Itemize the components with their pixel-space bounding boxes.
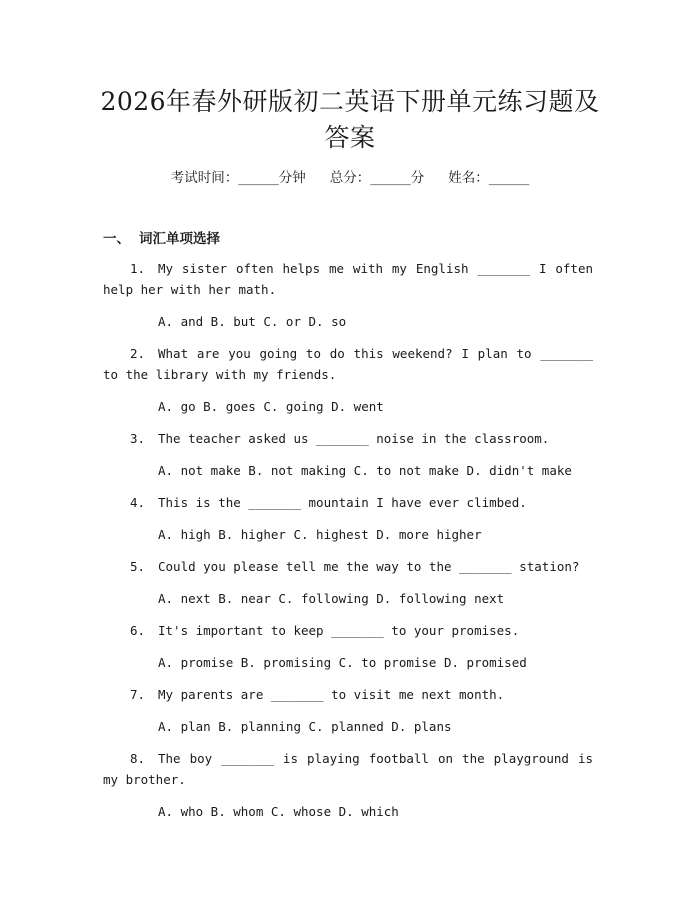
question-text: This is the _______ mountain I have ever climbed. xyxy=(158,495,527,510)
exam-score-field: 总分：______分 xyxy=(329,170,425,186)
question-item xyxy=(103,343,593,417)
question-item xyxy=(103,748,593,822)
section-title: 词汇单项选择 xyxy=(139,231,220,247)
question-options: A. plan B. planning C. planned D. plans xyxy=(158,719,452,734)
question-stem xyxy=(103,748,593,790)
question-options: A. and B. but C. or D. so xyxy=(158,314,347,329)
question-number: 7. xyxy=(130,687,146,702)
section-heading xyxy=(103,229,220,249)
question-stem xyxy=(103,492,593,513)
question-stem xyxy=(103,258,593,300)
question-options: A. high B. higher C. highest D. more higher xyxy=(158,527,482,542)
question-options: A. who B. whom C. whose D. which xyxy=(158,804,399,819)
section-number: 一、 xyxy=(103,231,130,247)
question-stem xyxy=(103,556,593,577)
question-text: My parents are _______ to visit me next month. xyxy=(158,687,505,702)
question-number: 5. xyxy=(130,559,146,574)
question-number: 1. xyxy=(130,261,146,276)
student-name-field: 姓名：______ xyxy=(448,170,530,186)
question-text: Could you please tell me the way to the _______ station? xyxy=(158,559,580,574)
question-number: 2. xyxy=(130,346,146,361)
question-options: A. not make B. not making C. to not make D. didn't make xyxy=(158,463,572,478)
question-stem xyxy=(103,684,593,705)
question-number: 4. xyxy=(130,495,146,510)
question-options: A. promise B. promising C. to promise D. promised xyxy=(158,655,527,670)
question-options: A. go B. goes C. going D. went xyxy=(158,399,384,414)
question-number: 3. xyxy=(130,431,146,446)
question-options: A. next B. near C. following D. following next xyxy=(158,591,505,606)
question-text: My sister often helps me with my English _______ I often help her with her math. xyxy=(103,261,593,297)
question-number: 6. xyxy=(130,623,146,638)
question-item xyxy=(103,492,593,545)
question-item xyxy=(103,684,593,737)
question-stem xyxy=(103,620,593,641)
question-stem xyxy=(103,343,593,385)
question-item xyxy=(103,258,593,332)
question-stem xyxy=(103,428,593,449)
question-item xyxy=(103,556,593,609)
question-text: It's important to keep _______ to your promises. xyxy=(158,623,520,638)
question-text: The teacher asked us _______ noise in the classroom. xyxy=(158,431,550,446)
question-item xyxy=(103,428,593,481)
question-text: The boy _______ is playing football on the playground is my brother. xyxy=(103,751,593,787)
document-title: 2026年春外研版初二英语下册单元练习题及答案 xyxy=(100,87,600,152)
question-text: What are you going to do this weekend? I plan to _______ to the library with my friends. xyxy=(103,346,593,382)
exam-time-field: 考试时间：______分钟 xyxy=(170,170,306,186)
exam-info-line xyxy=(0,168,700,188)
question-number: 8. xyxy=(130,751,146,766)
question-item xyxy=(103,620,593,673)
question-list xyxy=(103,258,593,833)
